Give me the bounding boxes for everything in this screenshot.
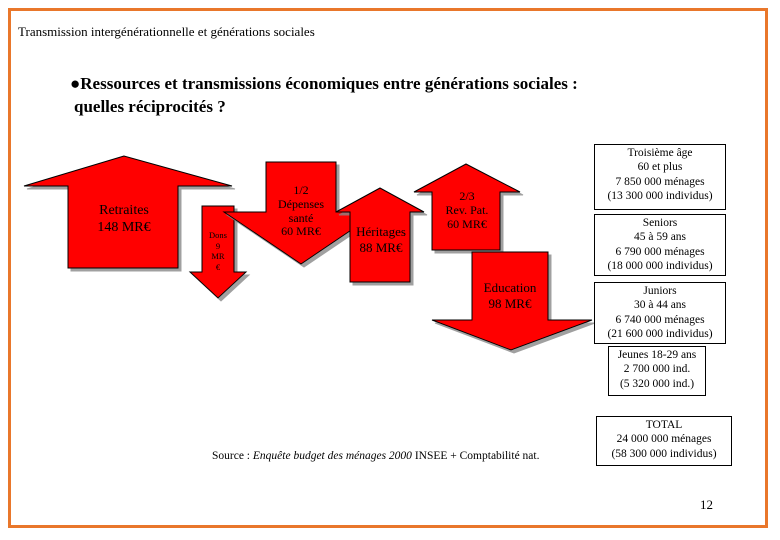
title-line-1: Ressources et transmissions économiques entre générations sociales : [80, 74, 578, 93]
depenses-label: 1/2 Dépenses santé 60 MR€ [278, 183, 324, 239]
retraites-label: Retraites 148 MR€ [97, 203, 151, 235]
box-juniors: Juniors 30 à 44 ans 6 740 000 ménages (21 600 000 individus) [594, 282, 726, 344]
box-jeunes: Jeunes 18-29 ans 2 700 000 ind. (5 320 000 ind.) [608, 346, 706, 396]
box-seniors: Seniors 45 à 59 ans 6 790 000 ménages (18 000 000 individus) [594, 214, 726, 276]
box-troisieme-age: Troisième âge 60 et plus 7 850 000 ménages (13 300 000 individus) [594, 144, 726, 210]
title-line-2: quelles réciprocités ? [74, 96, 226, 116]
bullet-icon: ● [70, 74, 81, 93]
revpat-label: 2/3 Rev. Pat. 60 MR€ [445, 189, 489, 231]
page-number: 12 [700, 497, 713, 512]
heritages-label: Héritages 88 MR€ [356, 224, 406, 255]
box-total: TOTAL 24 000 000 ménages (58 300 000 individus) [596, 416, 732, 466]
source-note: Source : Enquête budget des ménages 2000 INSEE + Comptabilité nat. [212, 450, 540, 462]
dons-label: Dons 9 MR € [209, 230, 227, 272]
slide-header: Transmission intergénérationnelle et générations sociales [18, 24, 315, 39]
education-label: Education 98 MR€ [483, 280, 537, 311]
